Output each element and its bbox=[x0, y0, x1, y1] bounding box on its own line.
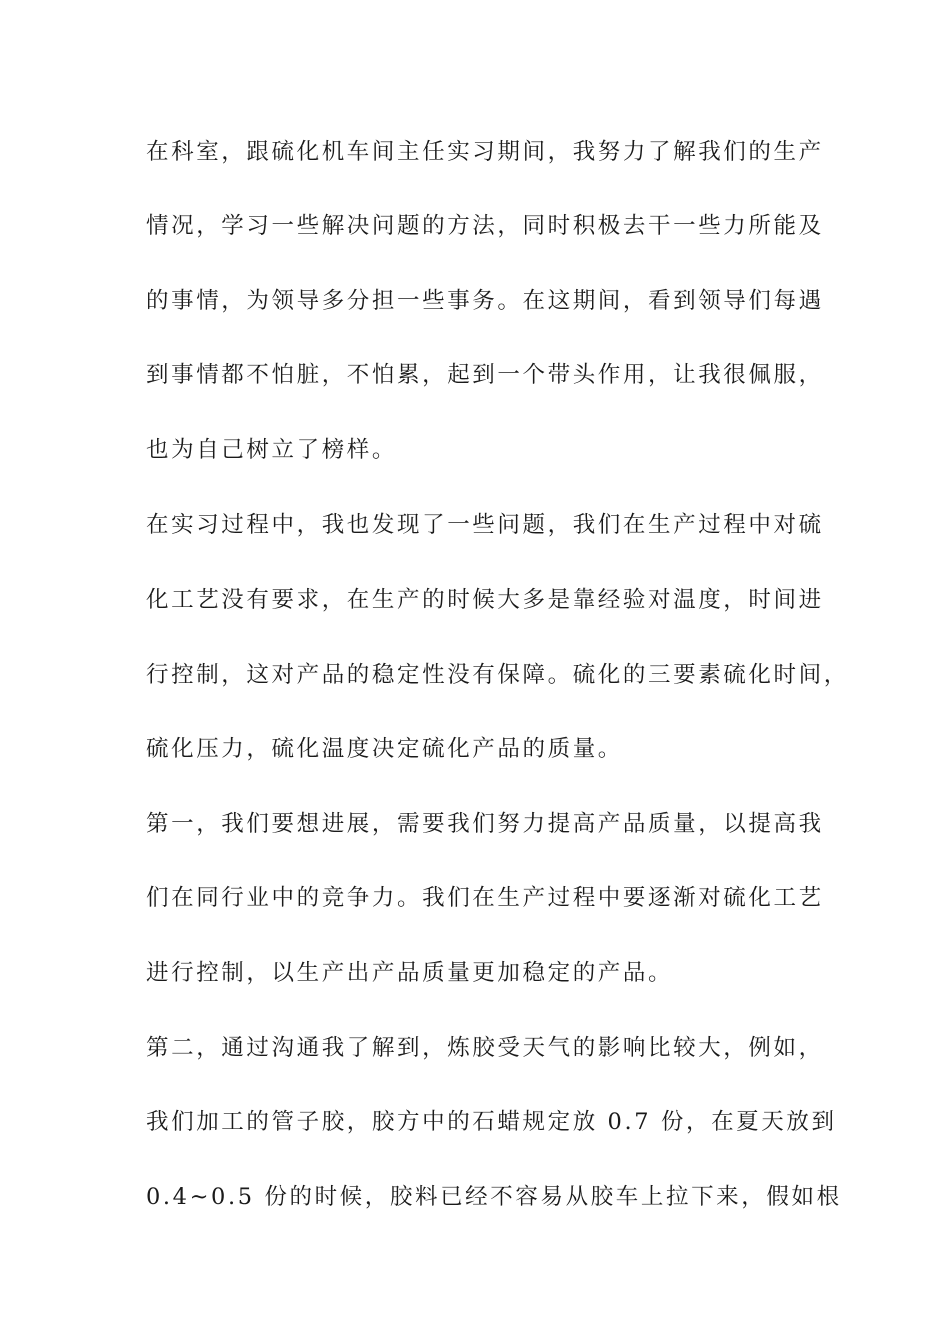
text-line-1: 在科室，跟硫化机车间主任实习期间，我努力了解我们的生产 bbox=[146, 139, 824, 165]
text-line-11: 们在同行业中的竞争力。我们在生产过程中要逐渐对硫化工艺 bbox=[146, 885, 824, 911]
text-line-14: 我们加工的管子胶，胶方中的石蜡规定放 0.7 份，在夏天放到 bbox=[146, 1109, 837, 1135]
text-line-6: 在实习过程中，我也发现了一些问题，我们在生产过程中对硫 bbox=[146, 512, 824, 538]
text-line-15: 0.4~0.5 份的时候，胶料已经不容易从胶车上拉下来，假如根 bbox=[146, 1184, 842, 1210]
text-line-3: 的事情，为领导多分担一些事务。在这期间，看到领导们每遇 bbox=[146, 288, 824, 314]
text-line-5: 也为自己树立了榜样。 bbox=[146, 437, 398, 463]
text-line-12: 进行控制，以生产出产品质量更加稳定的产品。 bbox=[146, 960, 674, 986]
text-line-4: 到事情都不怕脏，不怕累，起到一个带头作用，让我很佩服， bbox=[146, 362, 824, 388]
text-line-8: 行控制，这对产品的稳定性没有保障。硫化的三要素硫化时间， bbox=[146, 662, 849, 688]
text-line-7: 化工艺没有要求，在生产的时候大多是靠经验对温度，时间进 bbox=[146, 587, 824, 613]
text-line-2: 情况，学习一些解决问题的方法，同时积极去干一些力所能及 bbox=[146, 213, 824, 239]
text-line-13: 第二，通过沟通我了解到，炼胶受天气的影响比较大，例如， bbox=[146, 1035, 824, 1061]
text-line-10: 第一，我们要想进展，需要我们努力提高产品质量，以提高我 bbox=[146, 811, 824, 837]
text-line-9: 硫化压力，硫化温度决定硫化产品的质量。 bbox=[146, 736, 623, 762]
